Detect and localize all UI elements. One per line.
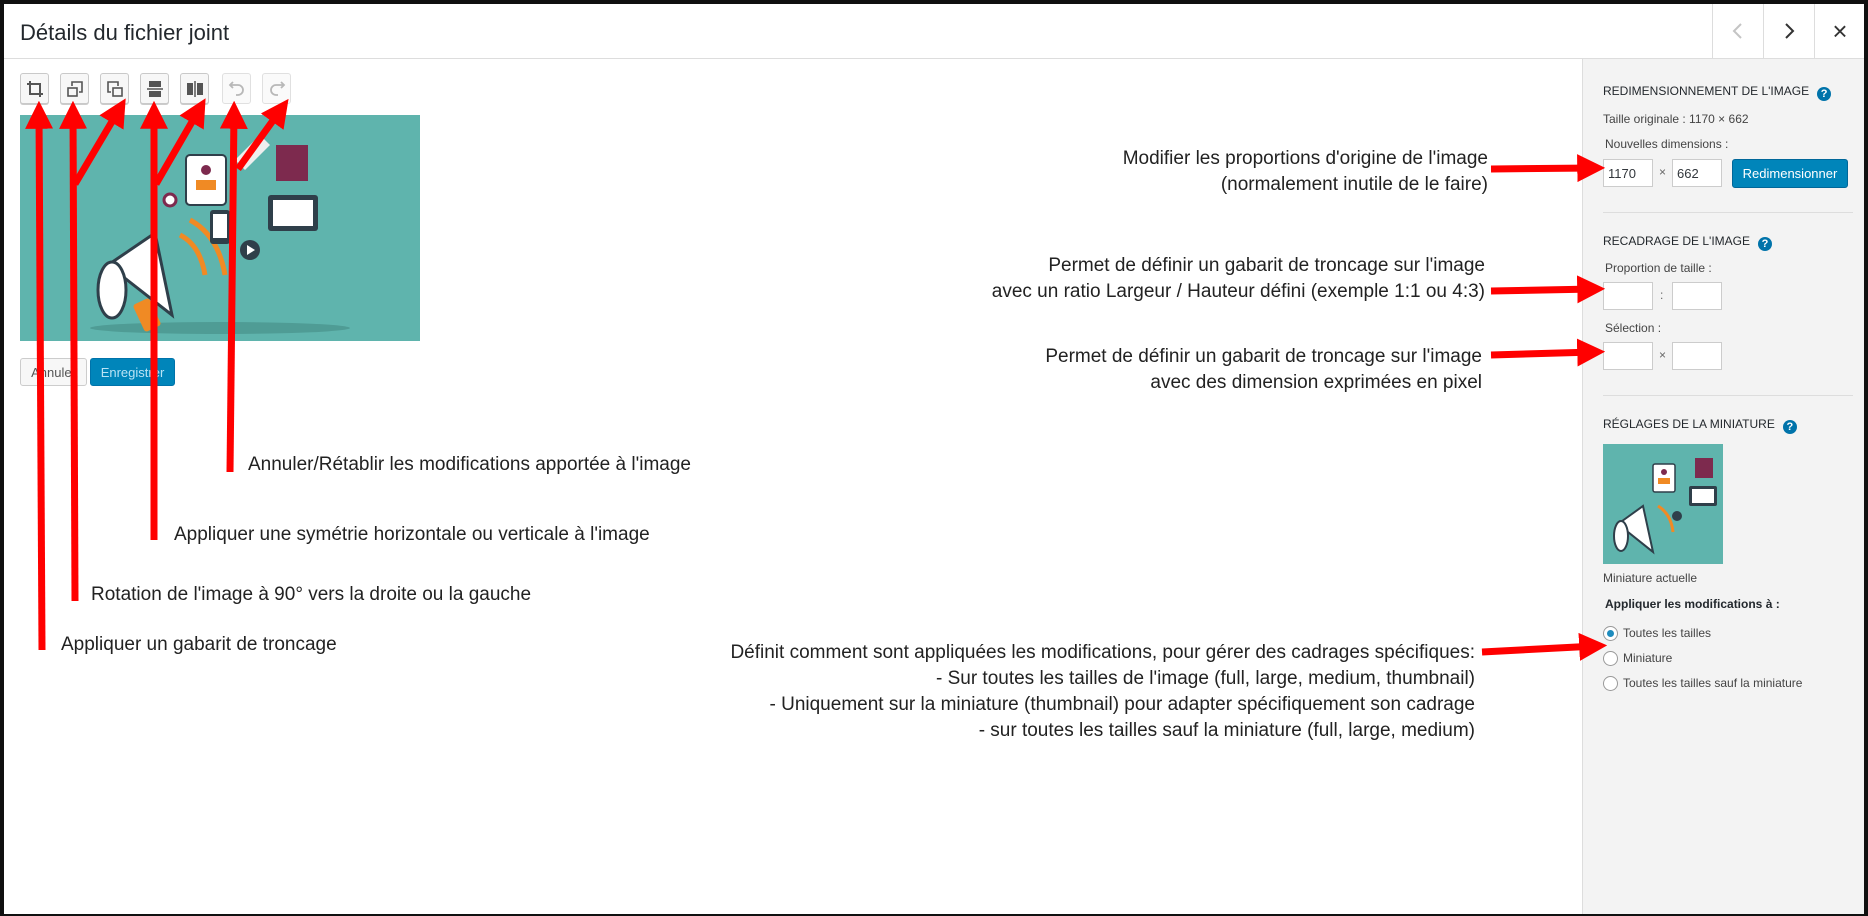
annotation-apply-line: - Uniquement sur la miniature (thumbnail) pour adapter spécifiquement son cadrage bbox=[769, 694, 1475, 715]
scale-button[interactable]: Redimensionner bbox=[1732, 159, 1848, 188]
new-dimensions-label: Nouvelles dimensions : bbox=[1605, 137, 1729, 151]
annotation-ratio-line: Permet de définir un gabarit de troncage sur l'image bbox=[1048, 255, 1485, 276]
arrow-ratio bbox=[1491, 289, 1594, 291]
annotation-undo-redo: Annuler/Rétablir les modifications apportée à l'image bbox=[248, 454, 691, 475]
annotation-scale-line: (normalement inutile de le faire) bbox=[1220, 174, 1488, 195]
thumbnail-title-text: RÉGLAGES DE LA MINIATURE bbox=[1603, 417, 1775, 431]
arrow-scale bbox=[1491, 168, 1594, 169]
apply-changes-label: Appliquer les modifications à : bbox=[1605, 597, 1780, 611]
arrow-redo bbox=[238, 108, 282, 169]
original-size: Taille originale : 1170 × 662 bbox=[1603, 112, 1749, 126]
ratio-label: Proportion de taille : bbox=[1605, 261, 1712, 275]
crop-title-text: RECADRAGE DE L'IMAGE bbox=[1603, 234, 1750, 248]
annotation-apply-line: - Sur toutes les tailles de l'image (full, large, medium, thumbnail) bbox=[935, 668, 1475, 689]
cancel-button[interactable]: Annuler bbox=[20, 358, 87, 386]
radio-thumbnail-label[interactable]: Miniature bbox=[1623, 651, 1673, 665]
help-icon[interactable]: ? bbox=[1758, 237, 1772, 251]
annotation-arrows bbox=[4, 4, 1864, 914]
arrow-rotate-left bbox=[73, 112, 75, 601]
annotation-apply-line: - sur toutes les tailles sauf la miniature (full, large, medium) bbox=[978, 720, 1475, 741]
selection-separator: × bbox=[1659, 348, 1667, 362]
annotation-rotate: Rotation de l'image à 90° vers la droite ou la gauche bbox=[91, 584, 532, 605]
help-icon[interactable]: ? bbox=[1817, 87, 1831, 101]
ratio-separator: : bbox=[1660, 288, 1664, 302]
media-modal bbox=[4, 4, 1864, 914]
annotation-crop: Appliquer un gabarit de troncage bbox=[61, 634, 337, 655]
arrow-undo bbox=[230, 112, 234, 472]
modal-title: Détails du fichier joint bbox=[20, 20, 230, 45]
radio-all-sizes-label[interactable]: Toutes les tailles bbox=[1623, 626, 1712, 640]
arrow-flip-horizontal bbox=[156, 108, 200, 184]
help-icon[interactable]: ? bbox=[1783, 420, 1797, 434]
annotation-scale-line: Modifier les proportions d'origine de l'image bbox=[1122, 148, 1488, 169]
annotation-selection-line: avec des dimension exprimées en pixel bbox=[1150, 372, 1482, 393]
arrow-apply bbox=[1482, 646, 1596, 652]
arrow-crop bbox=[39, 112, 42, 650]
annotation-selection-line: Permet de définir un gabarit de troncage sur l'image bbox=[1045, 346, 1482, 367]
annotation-ratio-line: avec un ratio Largeur / Hauteur défini (exemple 1:1 ou 4:3) bbox=[991, 281, 1485, 302]
annotation-apply-line: Définit comment sont appliquées les modifications, pour gérer des cadrages spécifiques: bbox=[730, 642, 1475, 663]
radio-all-except-thumbnail-label[interactable]: Toutes les tailles sauf la miniature bbox=[1623, 676, 1803, 690]
close-icon: × bbox=[1832, 15, 1848, 46]
thumbnail-caption: Miniature actuelle bbox=[1603, 571, 1698, 585]
scale-separator: × bbox=[1659, 165, 1667, 179]
save-button[interactable]: Enregistrer bbox=[90, 358, 175, 386]
scale-title-text: REDIMENSIONNEMENT DE L'IMAGE bbox=[1603, 84, 1810, 98]
selection-label: Sélection : bbox=[1605, 321, 1662, 335]
arrow-rotate-right bbox=[75, 108, 120, 184]
annotation-flip: Appliquer une symétrie horizontale ou verticale à l'image bbox=[174, 524, 650, 545]
arrow-selection bbox=[1491, 352, 1594, 355]
